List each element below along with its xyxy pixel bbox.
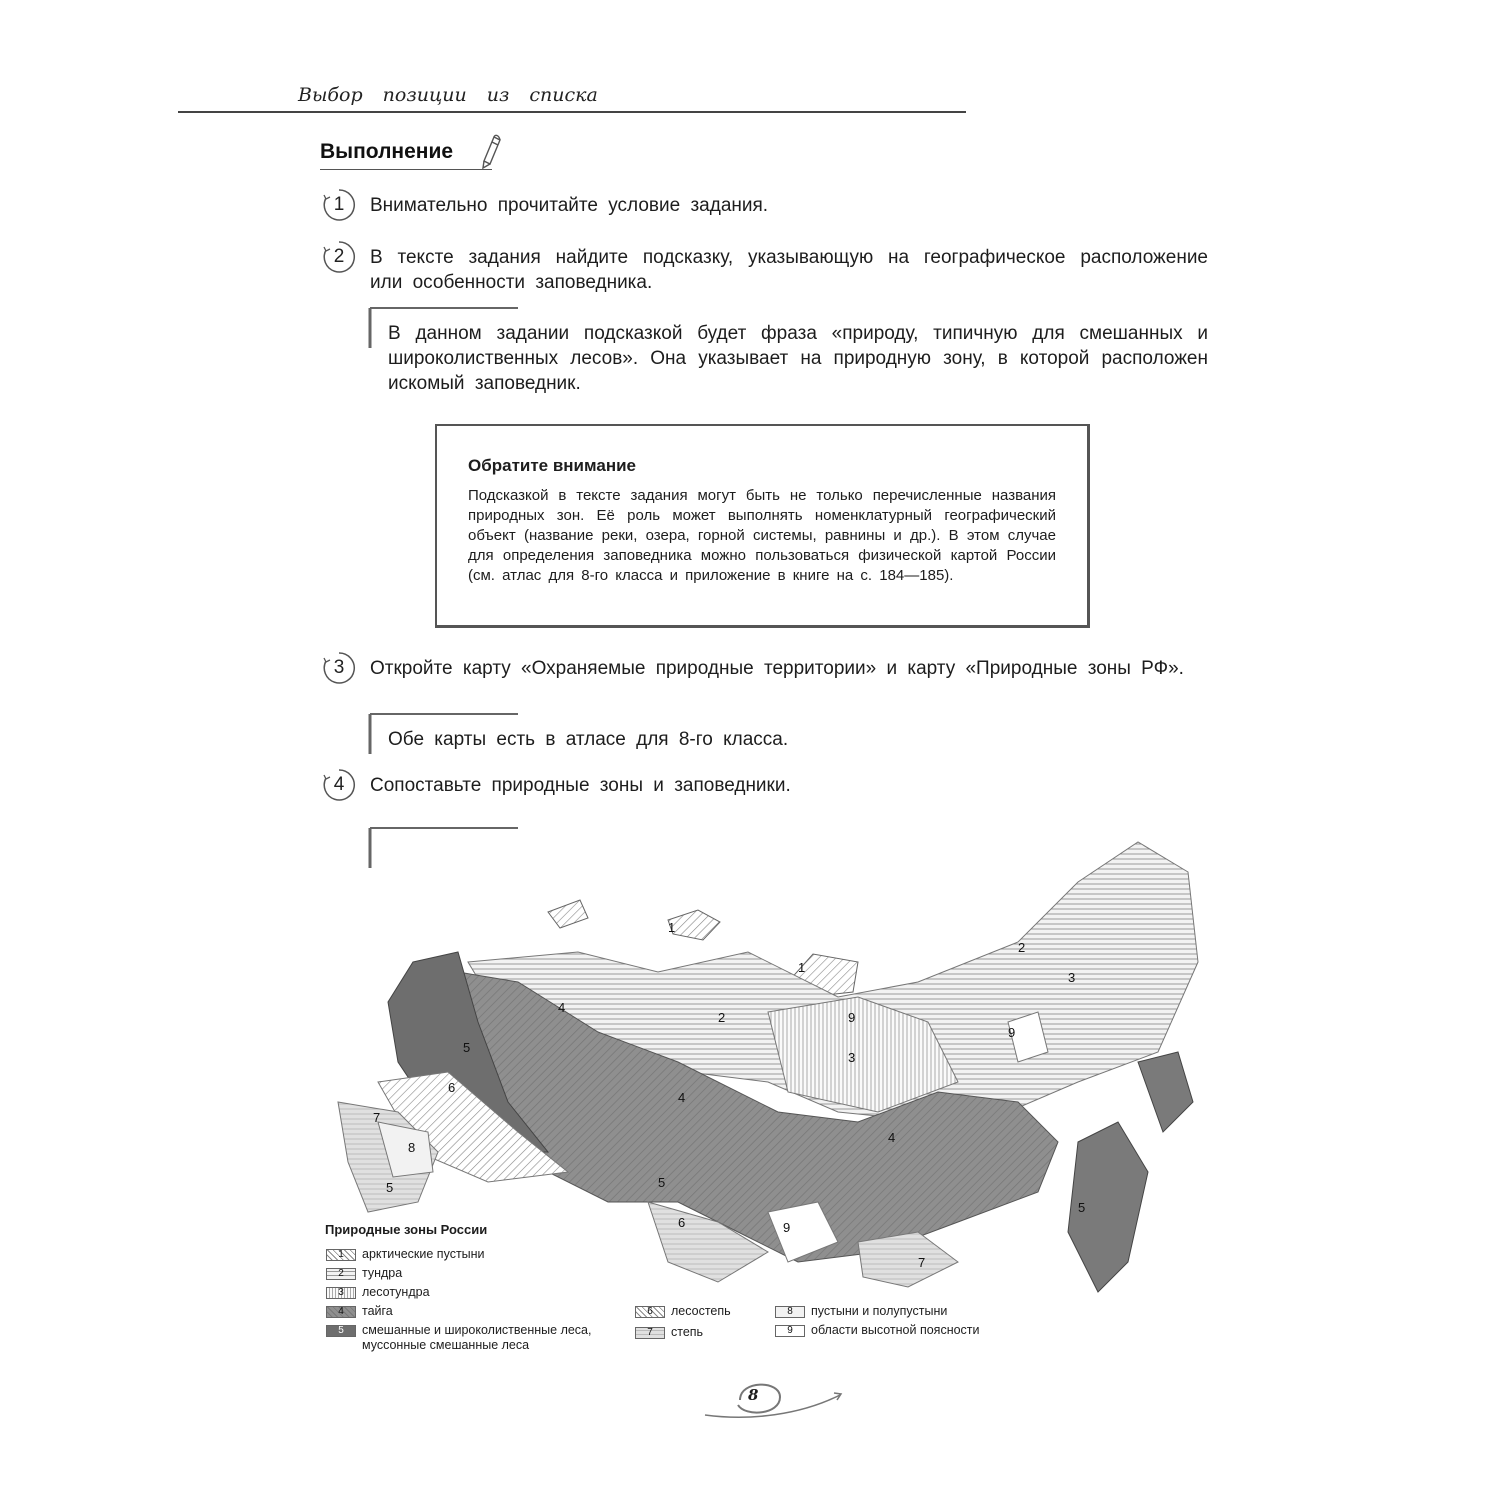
- running-header: Выбор позиции из списка: [298, 84, 598, 106]
- legend-swatch-taiga: [326, 1306, 356, 1318]
- legend-label-tundra: тундра: [362, 1266, 403, 1280]
- step-2-text: В тексте задания найдите подсказку, указывающую на географическое расположение или особенности заповедника.: [370, 247, 1208, 293]
- header-rule: [178, 111, 966, 113]
- step-2-note: В данном задании подсказкой будет фраза «природу, типичную для смешанных и широколиственных лесов». Она указывает на природную зону, в которой расположен искомый заповедник.: [388, 323, 1208, 394]
- svg-text:4: 4: [678, 1090, 686, 1105]
- step-number-4: [322, 768, 356, 802]
- legend-label-mixed-forest: смешанные и широколиственные леса, муссонные смешанные леса: [362, 1323, 592, 1352]
- svg-text:8: 8: [408, 1140, 416, 1155]
- step-number-label: 1: [333, 194, 345, 215]
- legend-label-desert: пустыни и полупустыни: [811, 1304, 948, 1318]
- step-number-label: 4: [333, 774, 345, 795]
- svg-text:5: 5: [1078, 1200, 1086, 1215]
- svg-text:2: 2: [1018, 940, 1026, 955]
- svg-text:9: 9: [1008, 1025, 1016, 1040]
- svg-text:9: 9: [848, 1010, 856, 1025]
- legend-swatch-number: 9: [787, 1325, 793, 1336]
- svg-text:4: 4: [558, 1000, 566, 1015]
- svg-text:7: 7: [918, 1255, 926, 1270]
- map-legend-title: Природные зоны России: [325, 1222, 488, 1237]
- step-number-2: [322, 240, 356, 274]
- legend-swatch-steppe: [635, 1327, 665, 1339]
- map-zone-steppe-east: [858, 1232, 958, 1287]
- map-island-3: [548, 900, 588, 928]
- svg-text:5: 5: [386, 1180, 394, 1195]
- svg-text:9: 9: [783, 1220, 791, 1235]
- legend-swatch-arctic-desert: [326, 1249, 356, 1261]
- section-title-underline: [320, 169, 492, 170]
- legend-label-mountain: области высотной поясности: [811, 1323, 980, 1337]
- step-3-text: Откройте карту «Охраняемые природные территории» и карту «Природные зоны РФ».: [370, 658, 1184, 679]
- legend-swatch-number: 3: [338, 1287, 344, 1298]
- legend-swatch-number: 4: [338, 1306, 344, 1317]
- step-3-note: Обе карты есть в атласе для 8-го класса.: [388, 729, 789, 750]
- legend-label-taiga: тайга: [362, 1304, 393, 1318]
- attention-title: Обратите внимание: [468, 456, 636, 475]
- legend-swatch-tundra: [326, 1268, 356, 1280]
- svg-text:7: 7: [373, 1110, 381, 1125]
- step-number-label: 2: [333, 246, 345, 267]
- section-title: Выполнение: [320, 140, 454, 163]
- pencil-icon: [478, 131, 504, 169]
- legend-label-arctic-desert: арктические пустыни: [362, 1247, 485, 1261]
- legend-swatch-number: 6: [647, 1306, 653, 1317]
- legend-label-forest-steppe: лесостепь: [671, 1304, 731, 1318]
- svg-text:4: 4: [888, 1130, 896, 1145]
- legend-swatch-number: 1: [338, 1249, 344, 1260]
- legend-swatch-number: 5: [338, 1325, 344, 1336]
- step-number-1: [322, 188, 356, 222]
- step-1-text: Внимательно прочитайте условие задания.: [370, 195, 769, 216]
- legend-label-forest-tundra: лесотундра: [362, 1285, 430, 1299]
- svg-text:5: 5: [463, 1040, 471, 1055]
- step-number-3: [322, 651, 356, 685]
- legend-swatch-desert: [775, 1306, 805, 1318]
- step-number-label: 3: [333, 657, 345, 678]
- page-number-ornament: [700, 1375, 850, 1425]
- svg-text:1: 1: [798, 960, 806, 975]
- legend-swatch-forest-steppe: [635, 1306, 665, 1318]
- svg-text:2: 2: [718, 1010, 726, 1025]
- svg-text:6: 6: [678, 1215, 686, 1230]
- svg-text:6: 6: [448, 1080, 456, 1095]
- svg-text:5: 5: [658, 1175, 666, 1190]
- legend-swatch-number: 2: [338, 1268, 344, 1279]
- legend-swatch-number: 7: [647, 1327, 653, 1338]
- svg-text:3: 3: [848, 1050, 856, 1065]
- svg-text:1: 1: [668, 920, 676, 935]
- attention-body: Подсказкой в тексте задания могут быть не только перечисленные названия природных зон. Её роль может выполнять номенклатурный географический объект (название реки, озера, горной системы, равнины и др.). В этом случае для определения заповедника можно пользоваться физической картой России (см. атлас для 8-го класса и приложение в книге на с. 184—185).: [468, 487, 1056, 584]
- svg-text:3: 3: [1068, 970, 1076, 985]
- legend-swatch-number: 8: [787, 1306, 793, 1317]
- attention-box: [435, 424, 1090, 628]
- step-4-text: Сопоставьте природные зоны и заповедники.: [370, 775, 791, 796]
- map-zone-kamchatka: [1138, 1052, 1193, 1132]
- legend-swatch-mountain: [775, 1325, 805, 1337]
- page-number: 8: [748, 1386, 759, 1404]
- map-island-1: [668, 910, 720, 940]
- legend-swatch-mixed-forest: [326, 1325, 356, 1337]
- legend-label-steppe: степь: [671, 1325, 704, 1339]
- legend-swatch-forest-tundra: [326, 1287, 356, 1299]
